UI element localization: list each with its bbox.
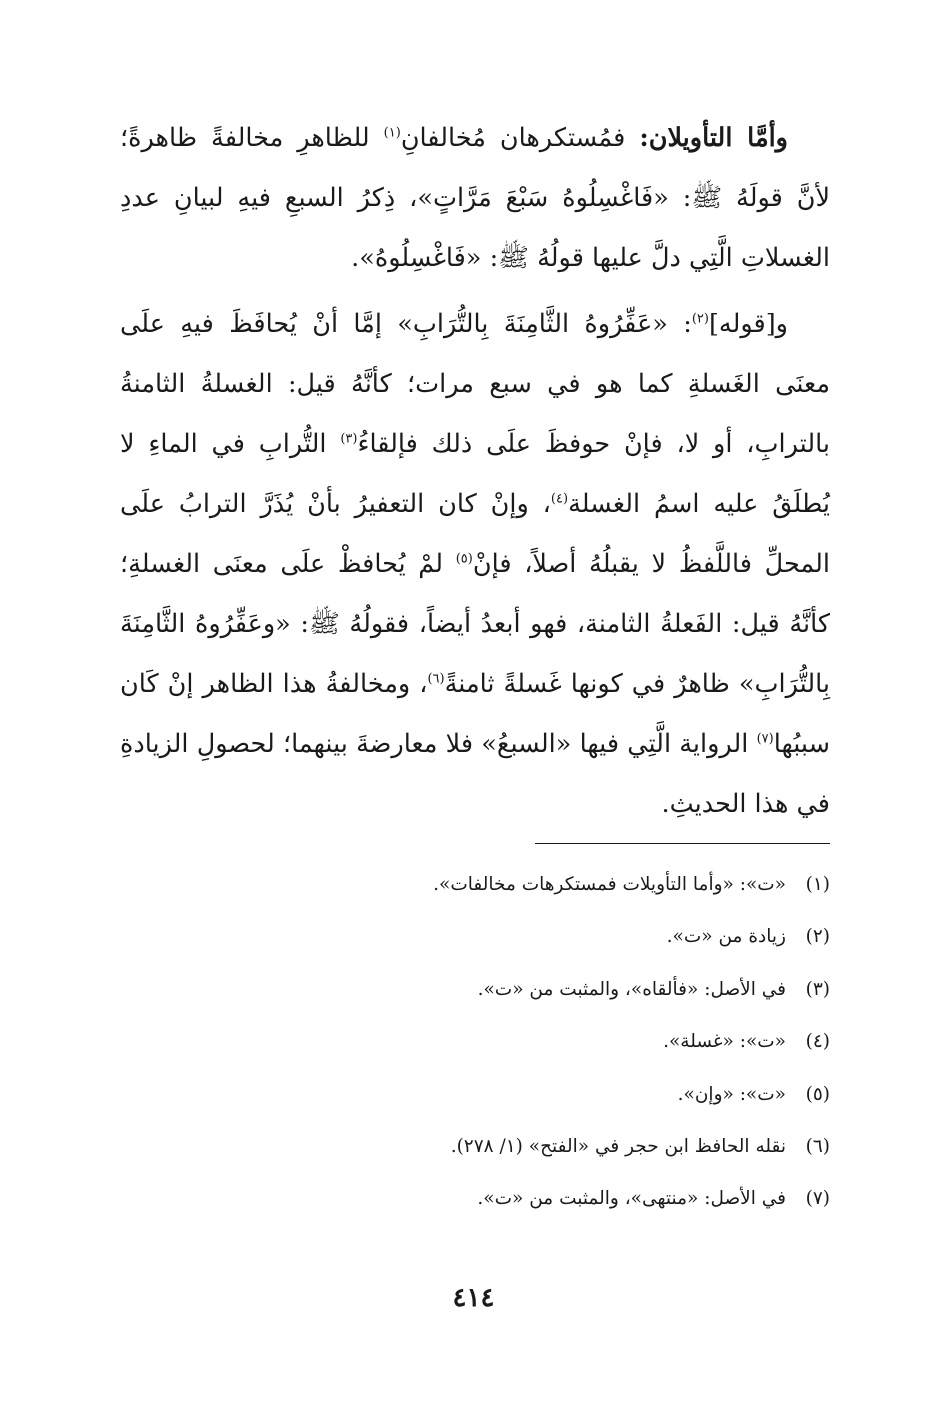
footnote-item: [120, 1178, 830, 1230]
main-text: [120, 108, 830, 834]
paragraph-lead: وأمَّا التأويلان:: [639, 123, 789, 153]
footnote-item: [120, 1126, 830, 1178]
footnote-number: (٧): [805, 1188, 830, 1210]
footnote-text: نقله الحافظ ابن حجر في «الفتح» (١/ ٢٧٨).: [450, 1135, 786, 1157]
text-run: الرواية الَّتِي فيها «السبعُ» فلا معارضةَ بينهما؛ لحصولِ الزيادةِ في هذا الحديثِ.: [120, 729, 830, 819]
footnote-text: «ت»: «وأما التأويلات فمستكرهات مخالفات».: [433, 874, 786, 895]
footnote-text: «ت»: «غسلة».: [663, 1031, 786, 1053]
footnote-item: [120, 916, 830, 968]
footnote-item: [120, 969, 830, 1021]
footnote-number: (٢): [805, 926, 830, 948]
paragraph-2: [120, 294, 830, 834]
footnote-text: زيادة من «ت».: [666, 926, 786, 948]
footnote-text: في الأصل: «فألقاه»، والمثبت من «ت».: [477, 978, 786, 1000]
footnote-ref-3[interactable]: (٣): [340, 431, 358, 447]
footnote-ref-4[interactable]: (٤): [550, 491, 569, 507]
footnote-number: (٤): [805, 1031, 830, 1053]
text-run: : «عَفِّرُوهُ الثَّامِنَةَ بِالتُّرَابِ» إمَّا أنْ يُحافَظَ فيهِ علَى معنَى الغَسلةِ كما هو في سبع مرات؛ كأنَّهُ قيل: الغسلةُ الثامنةُ بالترابِ، أو لا، فإنْ حوفظَ علَى ذلك فإلقاءُ: [120, 309, 830, 459]
footnote-item: [120, 1074, 830, 1126]
text-run: فمُستكرهان مُخالفانِ: [400, 123, 640, 153]
footnote-item: [120, 1021, 830, 1073]
text-run: ، ومخالفةُ هذا الظاهر إنْ كَان سببُها: [120, 669, 830, 759]
page-number: ٤١٤: [452, 1283, 495, 1313]
footnote-separator: [535, 843, 830, 844]
text-run: التُّرابِ في الماءِ لا يُطلَقُ عليه اسمُ الغسلة: [120, 429, 830, 519]
footnote-ref-1[interactable]: (١): [383, 125, 401, 141]
footnote-ref-5[interactable]: (٥): [455, 551, 473, 567]
footnote-ref-7[interactable]: (٧): [756, 731, 774, 747]
footnote-text: «ت»: «وإن».: [677, 1083, 786, 1105]
footnotes-list: [120, 864, 830, 1231]
paragraph-1: [120, 108, 830, 288]
text-run: للظاهرِ مخالفةً ظاهرةً؛ لأنَّ قولَهُ ﷺ: «فَاغْسِلُوهُ سَبْعَ مَرَّاتٍ»، ذِكرُ السبعِ فيهِ لبيانِ عددِ الغسلاتِ الَّتِي دلَّ عليها قولُهُ ﷺ: «فَاغْسِلُوهُ».: [120, 123, 830, 273]
footnote-ref-2[interactable]: (٢): [691, 311, 709, 327]
text-run: لمْ يُحافظْ علَى معنَى الغسلةِ؛ كأنَّهُ قيل: الفَعلةُ الثامنة، فهو أبعدُ أيضاً، فقولُهُ ﷺ: «وعَفِّرُوهُ الثَّامِنَةَ بِالتُّرَابِ» ظاهرٌ في كونها غَسلةً ثامنةً: [120, 549, 830, 699]
footnote-text: في الأصل: «منتهى»، والمثبت من «ت».: [477, 1188, 786, 1210]
footnote-number: (٦): [805, 1135, 830, 1157]
footnote-item: [120, 864, 830, 916]
footnote-number: (٣): [805, 978, 830, 1000]
footnote-ref-6[interactable]: (٦): [427, 671, 445, 687]
footnote-number: (٥): [805, 1083, 830, 1105]
text-run: ، وإنْ كان التعفيرُ بأنْ يُذَرَّ الترابُ علَى المحلِّ فاللَّفظُ لا يقبلُهُ أصلاً، فإنْ: [120, 489, 830, 579]
footnote-number: (١): [805, 874, 830, 895]
text-run: و[قوله]: [708, 309, 788, 339]
